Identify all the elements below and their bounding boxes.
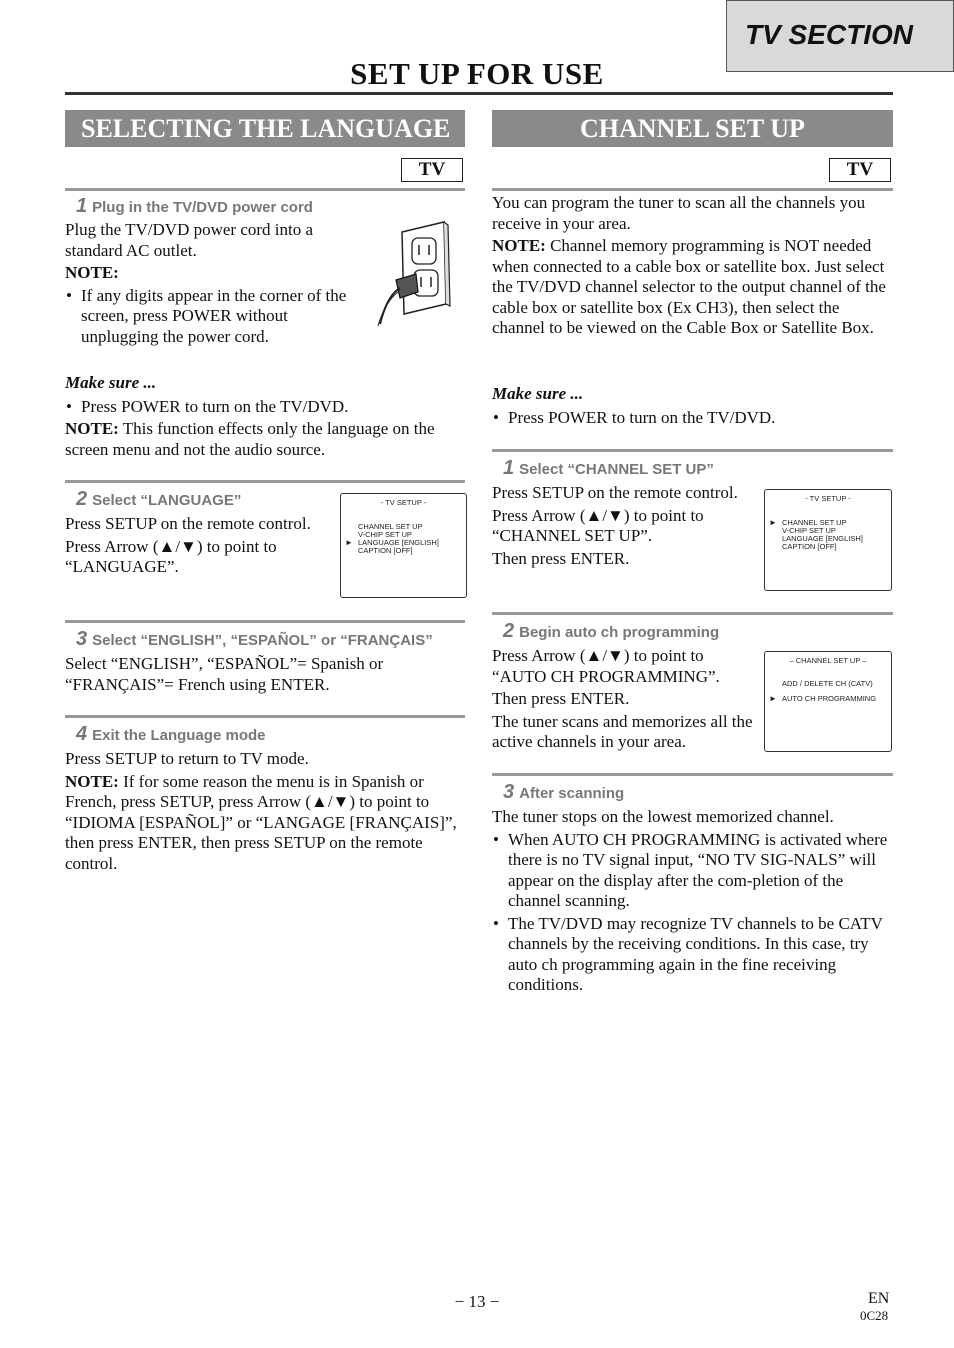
- document-code: 0C28: [860, 1308, 889, 1323]
- tv-setup-screen: [764, 489, 892, 591]
- note-label: NOTE:: [65, 771, 119, 791]
- note-text: This function effects only the language on the screen menu and not the audio source.: [65, 419, 435, 459]
- paragraph: Press Arrow (▲/▼) to point to “AUTO CH PROGRAMMING”.: [492, 646, 720, 686]
- paragraph: Then press ENTER.: [492, 548, 630, 568]
- step4-heading: [76, 723, 265, 746]
- step1-heading: [76, 195, 313, 218]
- paragraph: Press SETUP on the remote control.: [65, 514, 311, 533]
- note-label: NOTE:: [65, 419, 119, 438]
- tv-badge-right: TV: [829, 158, 891, 182]
- step-number: 1: [76, 195, 88, 217]
- step-divider: [65, 188, 465, 191]
- step-number: 1: [503, 457, 515, 479]
- make-sure-label: Make sure ...: [65, 373, 157, 392]
- step-divider: [492, 612, 893, 615]
- step2-heading: [76, 488, 241, 511]
- step-number: 2: [76, 488, 88, 510]
- section-header-channel: CHANNEL SET UP: [492, 110, 893, 147]
- screen-title: - TV SETUP -: [805, 494, 851, 503]
- paragraph: Press SETUP to return to TV mode.: [65, 749, 309, 768]
- paragraph: The tuner scans and memorizes all the active channels in your area.: [492, 711, 753, 751]
- step2-body: [65, 514, 340, 580]
- cursor-arrow-icon: ►: [769, 518, 777, 527]
- tv-section-label: TV SECTION: [745, 19, 914, 50]
- make-sure-block: [65, 373, 460, 462]
- language-code: EN: [868, 1290, 890, 1307]
- make-sure-label: Make sure ...: [492, 384, 584, 403]
- step-title: Begin auto ch programming: [519, 624, 720, 641]
- paragraph: Press SETUP on the remote control.: [492, 483, 738, 502]
- step-title: Select “ENGLISH”, “ESPAÑOL” or “FRANÇAIS”: [92, 632, 433, 649]
- menu-item: LANGUAGE [ENGLISH]: [782, 534, 863, 543]
- channel-intro: [492, 193, 890, 341]
- note-text: If for some reason the menu is in Spanish or French, press SETUP, press Arrow (▲/▼) to point to “IDIOMA [ESPAÑOL]” or “LANGAGE [FRANÇAIS]”, then press ENTER, then press SETUP on the remote control.: [65, 771, 457, 873]
- step3-heading: [76, 628, 433, 651]
- make-sure-block: [492, 384, 890, 430]
- menu-item: CHANNEL SET UP: [782, 518, 847, 527]
- paragraph: You can program the tuner to scan all the channels you receive in your area.: [492, 193, 866, 233]
- menu-item: V-CHIP SET UP: [782, 526, 836, 535]
- step-number: 4: [76, 723, 88, 745]
- bullet-item: • If any digits appear in the corner of the screen, press POWER without unplugging the power cord.: [65, 286, 355, 348]
- menu-item: CAPTION [OFF]: [782, 542, 837, 551]
- ch-step1-body: [492, 483, 764, 571]
- bullet-item: • Press POWER to turn on the TV/DVD.: [65, 397, 460, 418]
- bullet-item: • Press POWER to turn on the TV/DVD.: [492, 408, 890, 429]
- note-label: NOTE:: [65, 263, 119, 282]
- step-title: Exit the Language mode: [92, 727, 266, 744]
- tv-setup-screen: [340, 493, 467, 598]
- step-divider: [492, 188, 893, 191]
- paragraph: Press Arrow (▲/▼) to point to “LANGUAGE”.: [65, 536, 277, 576]
- ch-step2-body: [492, 646, 758, 755]
- menu-item: CAPTION [OFF]: [358, 546, 413, 555]
- channel-setup-screen: [764, 651, 892, 752]
- title-rule: [65, 92, 893, 95]
- tv-badge-left: TV: [401, 158, 463, 182]
- menu-item: V-CHIP SET UP: [358, 530, 412, 539]
- ch-step3-heading: [503, 781, 624, 804]
- page-title: SET UP FOR USE: [350, 56, 604, 91]
- bullet-item: • When AUTO CH PROGRAMMING is activated where there is no TV signal input, “NO TV SIG-NALS” will appear on the display after the com-pletion of the channel scanning.: [492, 830, 892, 912]
- cursor-arrow-icon: ►: [769, 694, 777, 703]
- ch-step3-body: [492, 807, 892, 998]
- step-divider: [65, 620, 465, 623]
- paragraph: Press Arrow (▲/▼) to point to “CHANNEL SET UP”.: [492, 505, 704, 545]
- step-number: 3: [503, 781, 515, 803]
- step-divider: [65, 715, 465, 718]
- note-label: NOTE:: [492, 236, 546, 255]
- menu-item: ADD / DELETE CH (CATV): [782, 679, 873, 688]
- bullet-item: • The TV/DVD may recognize TV channels to be CATV channels by the receiving conditions. In this case, try auto ch programming again in the fine receiving conditions.: [492, 914, 892, 996]
- screen-title: - TV SETUP -: [380, 498, 427, 507]
- step3-body: [65, 654, 460, 697]
- step-divider: [492, 449, 893, 452]
- section-header-language: SELECTING THE LANGUAGE: [65, 110, 465, 147]
- cursor-arrow-icon: ►: [345, 538, 353, 547]
- paragraph: Then press ENTER.: [492, 689, 630, 708]
- screen-title: – CHANNEL SET UP –: [789, 656, 867, 665]
- step-title: After scanning: [519, 785, 625, 802]
- paragraph: Plug the TV/DVD power cord into a standard AC outlet.: [65, 220, 314, 260]
- paragraph: The tuner stops on the lowest memorized channel.: [492, 807, 834, 826]
- paragraph: Select “ENGLISH”, “ESPAÑOL”= Spanish or “FRANÇAIS”= French using ENTER.: [65, 654, 384, 694]
- step-number: 3: [76, 628, 88, 650]
- ch-step1-heading: [503, 457, 714, 480]
- step4-body: [65, 749, 463, 876]
- menu-item: AUTO CH PROGRAMMING: [782, 694, 877, 703]
- ch-step2-heading: [503, 620, 719, 643]
- step-title: Plug in the TV/DVD power cord: [92, 199, 313, 216]
- step-divider: [492, 773, 893, 776]
- page-number: − 13 −: [454, 1292, 500, 1311]
- step1-body: [65, 220, 355, 349]
- step-divider: [65, 480, 465, 483]
- step-number: 2: [503, 620, 515, 642]
- step-title: Select “LANGUAGE”: [92, 492, 242, 509]
- step-title: Select “CHANNEL SET UP”: [519, 461, 714, 478]
- power-outlet-icon: [372, 218, 468, 328]
- menu-item: LANGUAGE [ENGLISH]: [358, 538, 439, 547]
- note-text: Channel memory programming is NOT needed when connected to a cable box or satellite box. Just select the TV/DVD channel selector to the output channel of the cable box or satellite box (Ex CH3), then select the channel to be viewed on the Cable Box or Satellite Box.: [492, 236, 886, 337]
- menu-item: CHANNEL SET UP: [358, 522, 423, 531]
